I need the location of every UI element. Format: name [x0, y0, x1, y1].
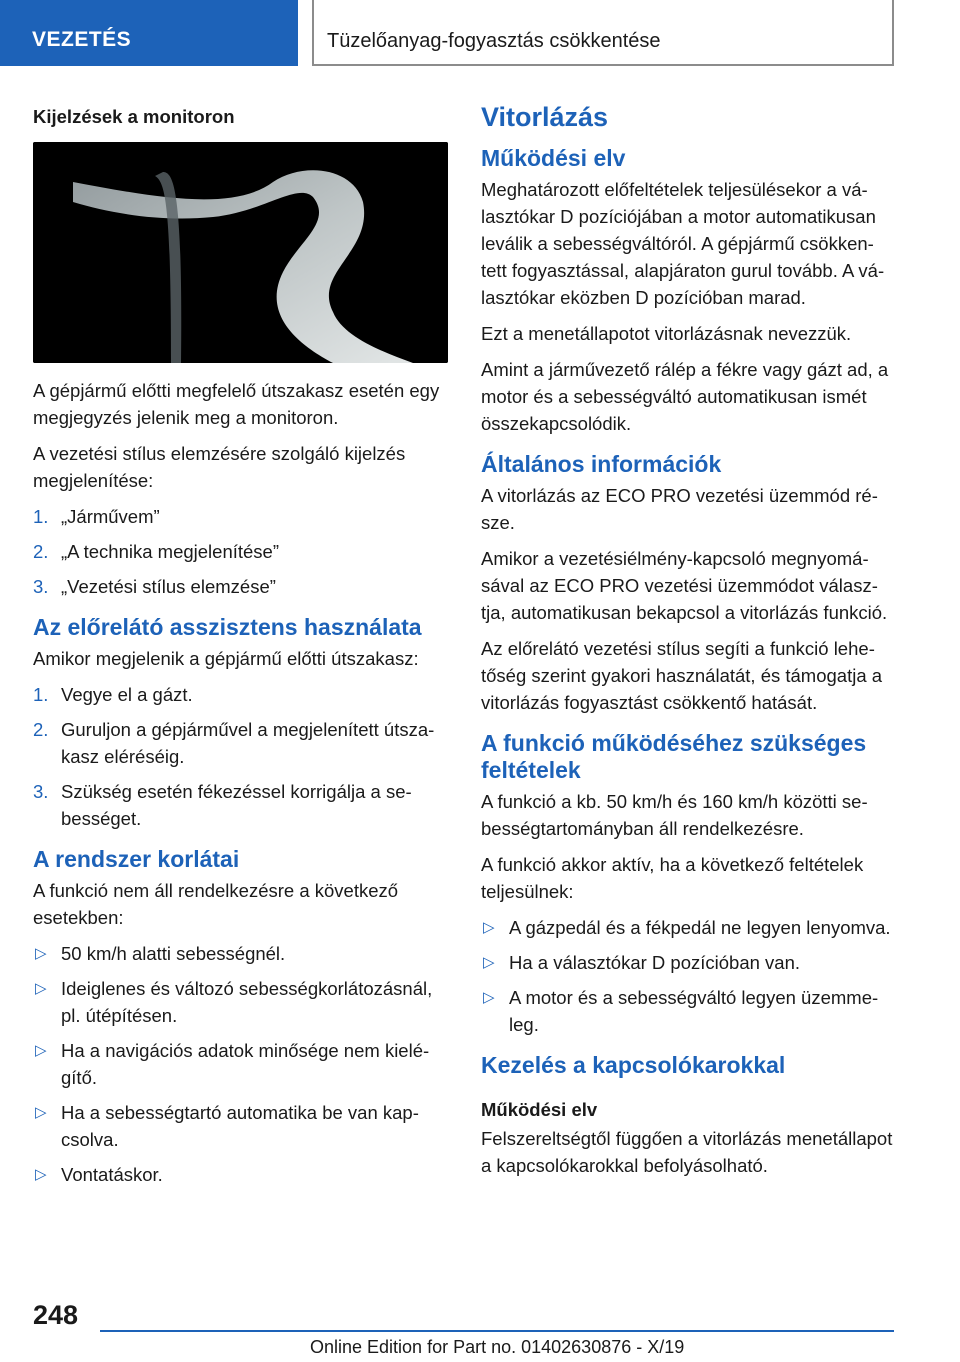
list-item: [481, 984, 893, 1038]
item-number: 2.: [33, 541, 49, 562]
item-number: 3.: [33, 781, 49, 802]
item-number: 3.: [33, 576, 49, 597]
item-number: 1.: [33, 684, 49, 705]
list-item: [33, 778, 448, 832]
section-heading-conditions: A funkció működéséhez szükséges feltételek: [481, 730, 867, 783]
paragraph: Amikor a vezetésiélmény-kapcsoló megnyomásával az ECO PRO vezetési üzemmódot választja, automatikusan bekapcsol a vitorlázás funkció.: [481, 548, 888, 623]
conditions-list: [481, 914, 893, 1038]
display-menu-list: [33, 503, 448, 600]
paragraph: Felszereltségtől függően a vitorlázás menetállapot a kapcsolókarokkal befolyásolható.: [481, 1128, 893, 1176]
paragraph: A funkció a kb. 50 km/h és 160 km/h közötti sebességtartományban áll rendelkezésre.: [481, 791, 868, 839]
section-heading-principle: Működési elv: [481, 145, 626, 171]
triangle-bullet-icon: ▷: [35, 1104, 47, 1121]
limits-list: [33, 940, 448, 1188]
item-text: Ha a sebességtartó automatika be van kapcsolva.: [61, 1102, 419, 1150]
section-tab: [0, 0, 298, 66]
triangle-bullet-icon: ▷: [483, 954, 495, 971]
triangle-bullet-icon: ▷: [483, 989, 495, 1006]
paragraph: Amint a járművezető rálép a fékre vagy gázt ad, a motor és a sebességváltó automatikusan ismét összekapcsolódik.: [481, 359, 889, 434]
paragraph: A vitorlázás az ECO PRO vezetési üzemmód része.: [481, 485, 878, 533]
item-text: „A technika megjelenítése”: [61, 541, 280, 562]
road-display-image: [33, 142, 448, 363]
list-item: [33, 716, 448, 770]
list-item: [33, 538, 448, 565]
list-item: [33, 1099, 448, 1153]
edition-note: Online Edition for Part no. 01402630876 - X/19: [310, 1337, 685, 1357]
page-header: [0, 0, 960, 66]
left-column: [33, 100, 448, 1196]
item-number: 2.: [33, 719, 49, 740]
display-subheading: Kijelzések a monitoron: [33, 106, 235, 127]
triangle-bullet-icon: ▷: [35, 1042, 47, 1059]
item-text: „Járművem”: [61, 506, 160, 527]
item-text: Vontatáskor.: [61, 1164, 163, 1185]
list-item: [33, 1037, 448, 1091]
item-text: Ideiglenes és változó sebességkorlátozásnál, pl. útépítésen.: [61, 978, 433, 1026]
triangle-bullet-icon: ▷: [483, 919, 495, 936]
list-item: [33, 573, 448, 600]
section-heading-limits: A rendszer korlátai: [33, 846, 240, 872]
assistant-steps-list: [33, 681, 448, 832]
list-item: [33, 681, 448, 708]
paragraph: A vezetési stílus elemzésére szolgáló kijelzés megjelenítése:: [33, 443, 406, 491]
triangle-bullet-icon: ▷: [35, 945, 47, 962]
item-number: 1.: [33, 506, 49, 527]
list-item: [33, 975, 448, 1029]
footer-divider: [100, 1330, 894, 1332]
paragraph: Amikor megjelenik a gépjármű előtti útszakasz:: [33, 648, 419, 669]
section-heading-assistant: Az előrelátó asszisztens használata: [33, 614, 422, 640]
item-text: A gázpedál és a fékpedál ne legyen lenyomva.: [509, 917, 891, 938]
item-text: A motor és a sebességváltó legyen üzemmeleg.: [509, 987, 879, 1035]
paragraph: Meghatározott előfeltételek teljesülésekor a választókar D pozíciójában a motor automatikusan leválik a sebességváltóról. A gépjármű csökkentett fogyasztással, alapjáraton gurul tovább. A választókar eközben D pozícióban marad.: [481, 179, 885, 308]
item-text: Ha a navigációs adatok minősége nem kielégítő.: [61, 1040, 430, 1088]
section-heading-paddles: Kezelés a kapcsolókarokkal: [481, 1052, 786, 1078]
paragraph: Az előrelátó vezetési stílus segíti a funkció lehetőség szerint gyakori használatát, és támogatja a vitorlázás fogyasztást csökkentő hatását.: [481, 638, 883, 713]
list-item: [481, 949, 893, 976]
list-item: [33, 503, 448, 530]
paragraph: A funkció nem áll rendelkezésre a következő esetekben:: [33, 880, 399, 928]
list-item: [481, 914, 893, 941]
item-text: „Vezetési stílus elemzése”: [61, 576, 276, 597]
item-text: 50 km/h alatti sebességnél.: [61, 943, 286, 964]
page-number: 248: [33, 1300, 79, 1330]
chapter-title: Tüzelőanyag-fogyasztás csökkentése: [327, 30, 661, 52]
triangle-bullet-icon: ▷: [35, 1166, 47, 1183]
section-tab-label: VEZETÉS: [32, 28, 132, 51]
main-heading-sailing: Vitorlázás: [481, 102, 609, 132]
item-text: Ha a választókar D pozícióban van.: [509, 952, 801, 973]
right-column: [481, 100, 893, 1188]
item-text: Guruljon a gépjárművel a megjelenített útszakasz eléréséig.: [61, 719, 435, 767]
list-item: [33, 940, 448, 967]
paragraph: Ezt a menetállapotot vitorlázásnak nevezzük.: [481, 323, 852, 344]
list-item: [33, 1161, 448, 1188]
item-text: Szükség esetén fékezéssel korrigálja a sebességet.: [61, 781, 412, 829]
paragraph: A gépjármű előtti megfelelő útszakasz esetén egy megjegyzés jelenik meg a monitoron.: [33, 380, 440, 428]
paragraph: A funkció akkor aktív, ha a következő feltételek teljesülnek:: [481, 854, 864, 902]
section-heading-general: Általános információk: [481, 451, 722, 477]
item-text: Vegye el a gázt.: [61, 684, 193, 705]
subheading-principle: Működési elv: [481, 1099, 598, 1120]
triangle-bullet-icon: ▷: [35, 980, 47, 997]
